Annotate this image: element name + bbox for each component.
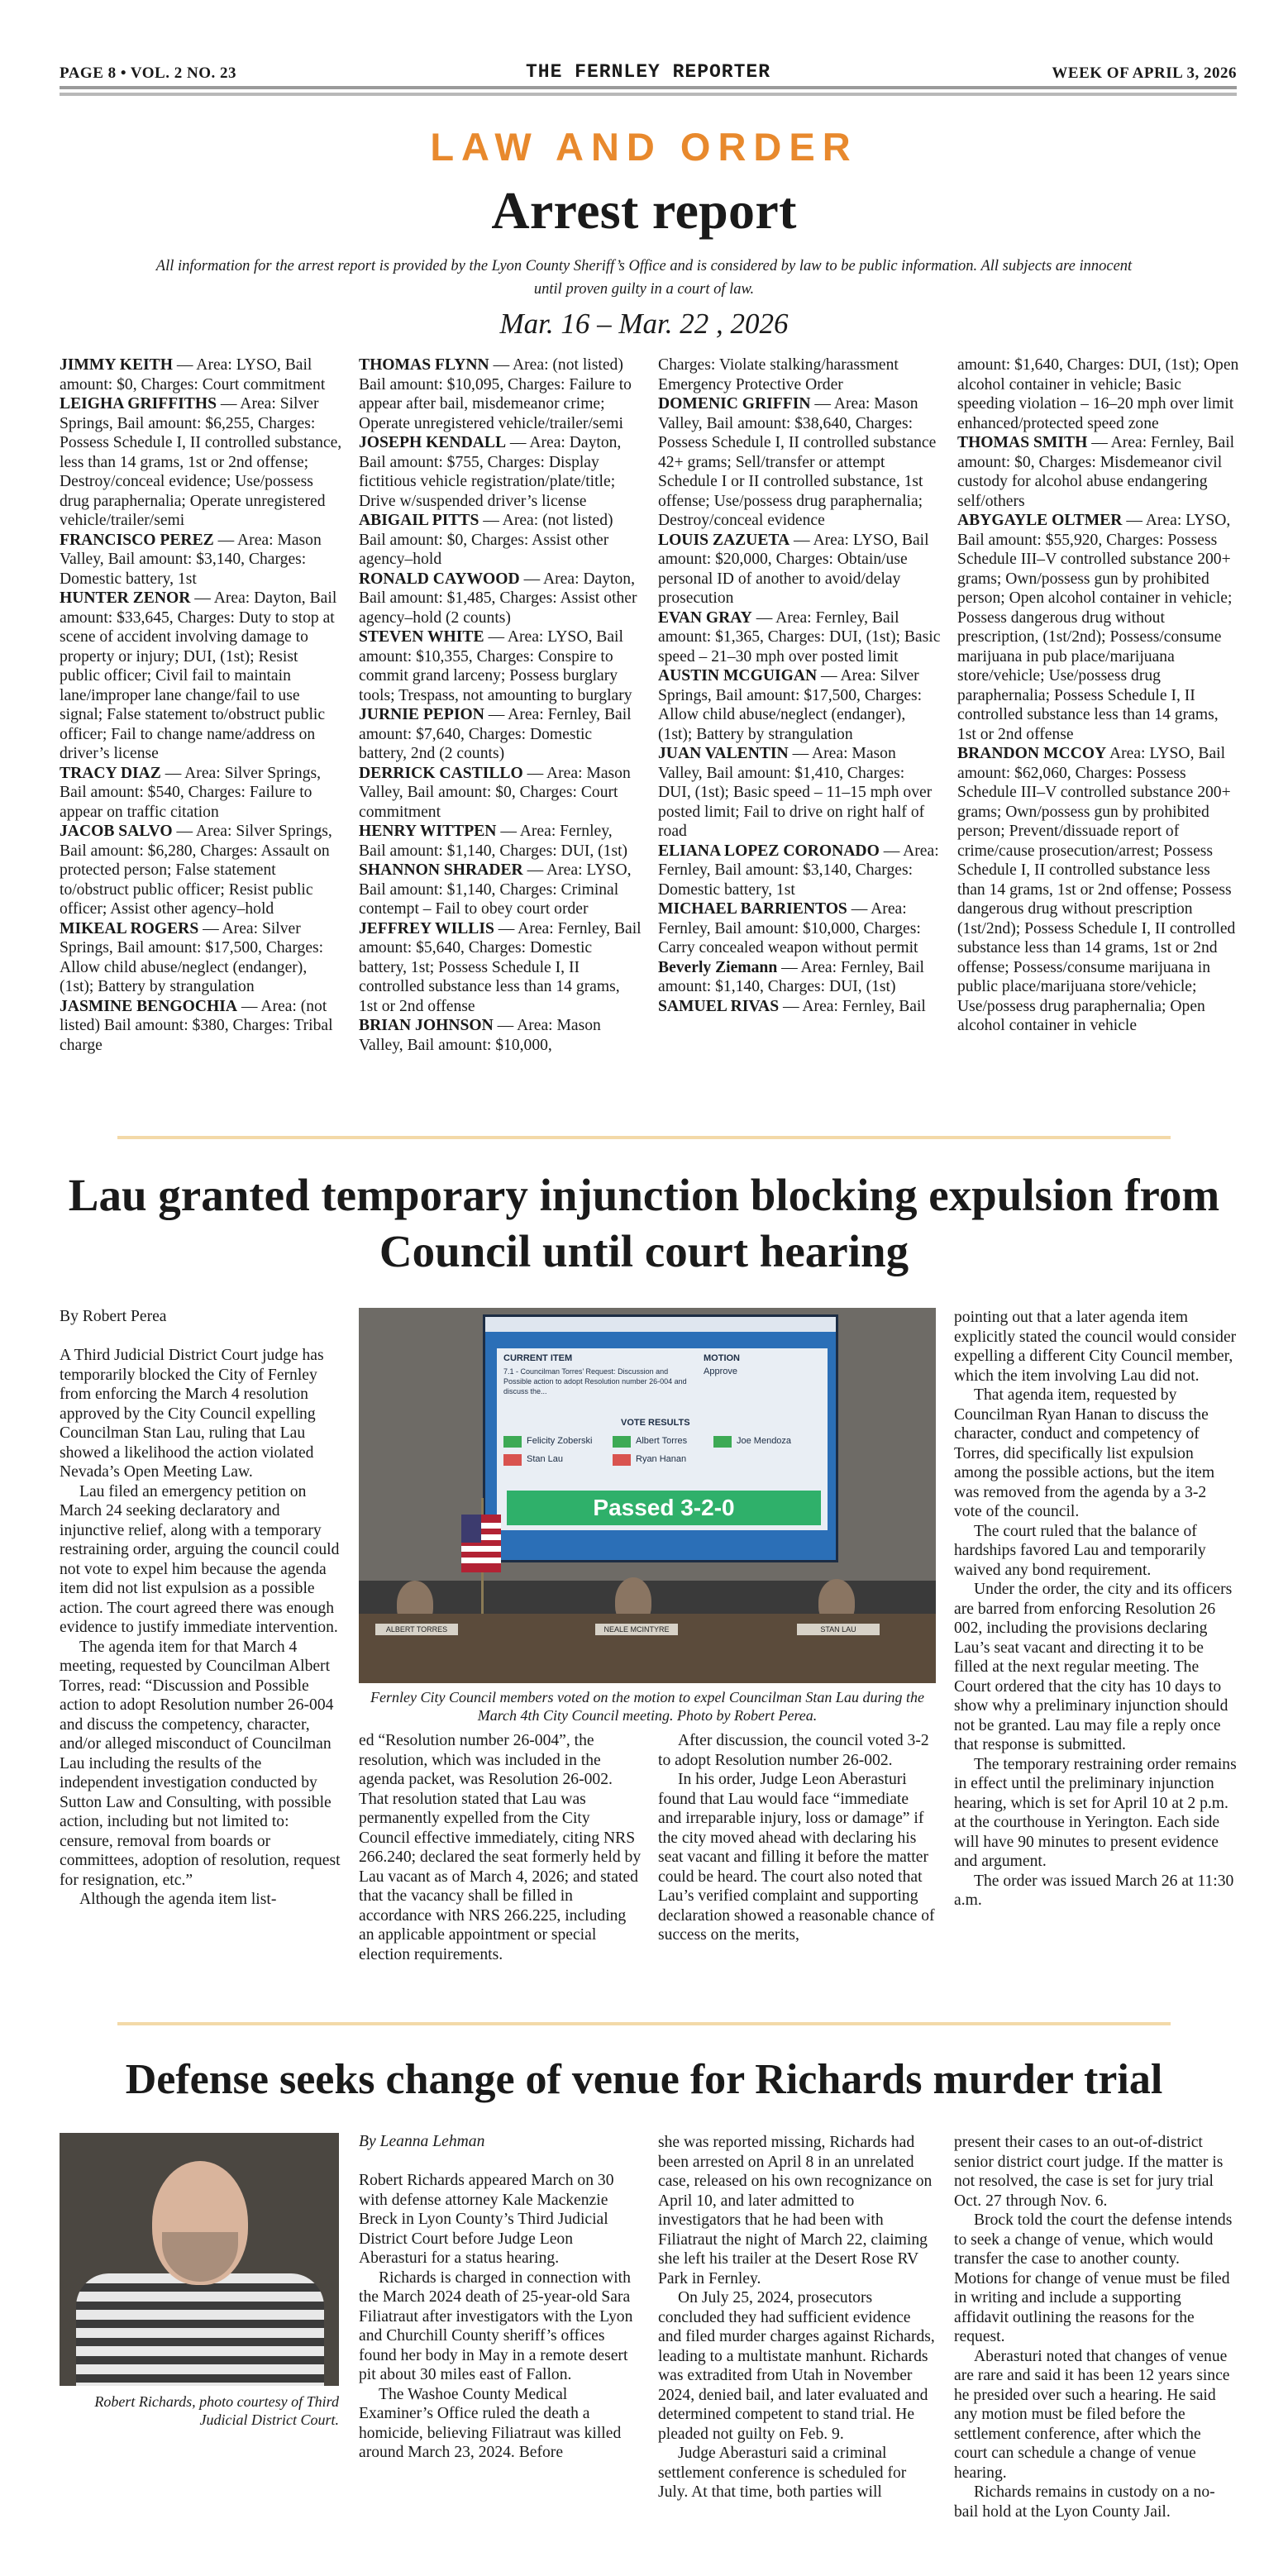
article-paragraph: Robert Richards appeared March on 30 with defense attorney Kale Mackenzie Breck in Lyon County’s Third Judicial District Court before Judge Leon Aberasturi for a status hearing. [359,2172,614,2267]
arrestee-name: EVAN GRAY [658,608,752,627]
arrest-details: — Area: LYSO, Bail amount: $1,140, Charges: Criminal contempt – Fail to obey court order [359,861,632,918]
nameplate: STAN LAU [797,1624,880,1635]
nameplate: ALBERT TORRES [375,1624,458,1635]
arrest-details: — Area: Fernley, Bail amount: $1,140, Charges: DUI, (1st) [658,958,924,995]
arrest-entry [359,570,642,628]
arrest-details: — Area: (not listed) Bail amount: $380, Charges: Tribal charge [60,997,333,1054]
arrestee-name: JUAN VALENTIN [658,745,789,762]
screen-current-item: CURRENT ITEM [503,1353,573,1363]
arrest-details: — Area: Mason Valley, Bail amount: $10,000, [359,1017,601,1054]
arrestee-name: ELIANA LOPEZ CORONADO [658,842,880,860]
article-paragraph: Lau filed an emergency petition on March 24 seeking declaratory and injunctive relief, along with a temporary restraining order, arguing the council could not vote to expel him because the agenda item did not list expulsion as a possible action. The court agreed there was enough evidence to justify immediate intervention. [60,1482,340,1636]
arrestee-name: THOMAS FLYNN [359,356,489,374]
article-paragraph: The temporary restraining order remains in effect until the preliminary injunction hearing, which is set for April 10 at 2 p.m. at the courthouse in Yerington. Each side will have 90 minutes to present evidence and argument. [954,1755,1237,1870]
article-paragraph: The order was issued March 26 at 11:30 a.m. [954,1872,1234,1909]
arrest-details: — Area: Fernley, Bail [779,997,926,1015]
arrestee-name: JOSEPH KENDALL [359,434,507,451]
arrest-details: — Area: Silver Springs, Bail amount: $17,500, Charges: Allow child abuse/neglect (endanger), (1st); Battery by strangulation [60,919,324,995]
arrest-details: — Area: Dayton, Bail amount: $33,645, Charges: Duty to stop at scene of accident involving damage to property or injury; DUI, (1st); Resist public officer; Civil fail to maintain lane/improper lane change/fail to use signal; False statement to/obstruct public officer; Fail to change name/address on driver’s license [60,589,337,762]
arrestee-name: DOMENIC GRIFFIN [658,395,811,413]
arrestee-name: FRANCISCO PEREZ [60,531,214,549]
article-paragraph: On July 25, 2024, prosecutors concluded they had sufficient evidence and filed murder charges against Richards, leading to a multistate manhunt. Richards was extradited from Utah in November 2024, denied bail, and later evaluated and determined competent to stand trial. He pleaded not guilty on Feb. 9. [658,2289,935,2443]
article-paragraph: Under the order, the city and its officers are barred from enforcing Resolution 26 002, including the provisions declaring Lau’s seat vacant and directing it to be filled at the next regular meeting. The Court ordered that the city has 10 days to show why a preliminary injunction should not be granted. Lau may file a reply once that response is submitted. [954,1581,1233,1753]
arrest-date-range: Mar. 16 – Mar. 22 , 2026 [499,308,789,340]
arrestee-name: JEFFREY WILLIS [359,919,494,937]
arrestee-name: LEIGHA GRIFFITHS [60,395,217,413]
arrest-entry [60,997,342,1056]
arrest-entry [658,744,941,842]
arrest-entry [658,355,941,394]
arrest-details: — Area: LYSO, Bail amount: $10,355, Charges: Conspire to commit grand larceny; Possess burglary tools; Trespass, not amounting to burglary [359,628,632,704]
arrest-details: — Area: Fernley, Bail amount: $3,140, Charges: Domestic battery, 1st [658,842,939,899]
article-paragraph: Richards is charged in connection with the March 2024 death of 25-year-old Sara Filiatraut after investigators with the Lyon and Churchill County sheriff’s offices found her body in May in a remote desert pit about 30 miles east of Fallon. [359,2268,633,2383]
arrest-details: — Area: Fernley, Bail amount: $5,640, Charges: Domestic battery, 1st; Possess Schedule I, II controlled substance less than 14 grams, 1st or 2nd offense [359,919,642,1015]
arrest-details: — Area: Dayton, Bail amount: $1,485, Charges: Assist other agency–hold (2 counts) [359,570,637,627]
arrest-entry [60,394,342,531]
arrestee-name: ABYGAYLE OLTMER [957,512,1123,529]
screen-item-text: 7.1 - Councilman Torres’ Request: Discussion and Possible action to adopt Resolution number 26-004 and discuss the... [503,1367,687,1395]
voter-2: Albert Torres [636,1436,688,1446]
arrest-details: Area: LYSO, Bail amount: $62,060, Charges: Possess Schedule III–V controlled substance 200+ grams; Own/possess gun by prohibited person; Prevent/dissuade report of crime/cause prosecution/arrest; Possess Schedule I, II controlled substance less than 14 grams, 1st or 2nd offense; Possess dangerous drug without prescription (1st/2nd); Possess Schedule I, II controlled substance less than 14 grams, 1st or 2nd offense; Possess/consume marijuana in public place/marijuana store/vehicle; Use/possess drug paraphernalia; Open alcohol container in vehicle [957,745,1236,1034]
masthead [60,61,1237,86]
arrest-entry [359,919,642,1017]
screen-vote-results: VOTE RESULTS [621,1418,690,1428]
richards-photo [60,2133,339,2386]
arrestee-name: STEVEN WHITE [359,628,484,646]
arrest-details: — Area: Fernley, Bail amount: $1,140, Charges: DUI, (1st) [359,823,628,860]
arrest-details: — Area: Silver Springs, Bail amount: $540, Charges: Failure to appear on traffic citation [60,764,322,821]
arrest-details: — Area: LYSO, Bail amount: $0, Charges: Court commitment [60,356,326,394]
arrest-entry [658,666,941,744]
arrest-entry [60,919,342,997]
arrest-entry [957,744,1240,1036]
section-title: Arrest report [491,181,797,240]
section-divider [117,2022,1171,2025]
newspaper-title: THE FERNLEY REPORTER [525,61,771,83]
article1-column-1 [60,1346,342,1991]
arrestee-name: JASMINE BENGOCHIA [60,997,238,1015]
arrest-entry [359,822,642,861]
arrest-entry [359,705,642,764]
article-paragraph: ed “Resolution number 26-004”, the resolution, which was included in the agenda packet, was Resolution 26-002. That resolution stated that Lau was permanently expelled from the City Council effective immediately, citing NRS 266.240; declared the seat formerly held by Lau vacant as of March 4, 2026; and stated that the vacancy shall be filled in accordance with NRS 266.225, including an applicable appointment or special election requirements. [359,1732,642,1963]
arrest-entry [957,433,1240,511]
arrestee-name: SAMUEL RIVAS [658,997,780,1015]
voter-3: Joe Mendoza [737,1436,792,1446]
arrestee-name: HENRY WITTPEN [359,823,497,840]
article1-column-4 [954,1308,1237,1994]
arrest-details: — Area: (not listed) Bail amount: $0, Charges: Assist other agency–hold [359,512,613,568]
council-dais [359,1614,936,1683]
arrestee-name: THOMAS SMITH [957,434,1088,451]
article-paragraph: The Washoe County Medical Examiner’s Office ruled the death a homicide, believing Filiatraut was killed around March 23, 2024. Before [359,2385,622,2461]
arrest-details: — Area: Mason Valley, Bail amount: $3,140, Charges: Domestic battery, 1st [60,531,322,588]
article-paragraph: pointing out that a later agenda item explicitly stated the council would consider expelling a different City Council member, which the item involving Lau did not. [954,1309,1237,1385]
nameplate: NEALE MCINTYRE [595,1624,678,1635]
arrest-details: — Area: Fernley, Bail amount: $7,640, Charges: Domestic battery, 2nd (2 counts) [359,706,632,762]
arrest-details: — Area: Silver Springs, Bail amount: $6,280, Charges: Assault on protected person; False statement to/obstruct public officer; Resist public officer; Assist other agency–hold [60,823,332,918]
article-paragraph: Aberasturi noted that changes of venue are rare and said it has been 12 years since he presided over such a hearing. He said any motion must be filed before the settlement conference, after which the court can schedule a change of venue hearing. [954,2347,1230,2482]
article-paragraph: The court ruled that the balance of hardships favored Lau and temporarily waived any bond requirement. [954,1522,1206,1579]
arrest-entry [359,764,642,823]
arrest-entry [658,899,941,958]
photo-caption: Robert Richards, photo courtesy of Third Judicial District Court. [94,2393,339,2428]
article-paragraph: A Third Judicial District Court judge has temporarily blocked the City of Fernley from enforcing the March 4 resolution approved by the City Council expelling Councilman Stan Lau, ruling that Lau showed a likelihood the action violated Nevada’s Open Meeting Law. [60,1347,324,1481]
vote-yes-marker [713,1436,732,1448]
arrest-details: — Area: Fernley, Bail amount: $1,365, Charges: DUI, (1st); Basic speed – 21–30 mph over posted limit [658,608,941,665]
arrestee-name: JURNIE PEPION [359,706,484,723]
arrestee-name: AUSTIN MCGUIGAN [658,667,818,685]
council-meeting-photo [359,1308,936,1683]
arrest-entry [957,355,1240,433]
arrestee-name: BRIAN JOHNSON [359,1017,494,1034]
section-divider [117,1136,1171,1139]
article1-column-3 [658,1731,936,1992]
arrest-details: — Area: Silver Springs, Bail amount: $6,255, Charges: Possess Schedule I, II controlled substance, less than 14 grams, 1st or 2nd offense; Destroy/conceal evidence; Use/possess drug paraphernalia; Operate unregistered vehicle/trailer/semi [60,395,342,529]
article-paragraph: In his order, Judge Leon Aberasturi found that Lau would face “immediate and irreparable injury, loss or damage” if the city moved ahead with declaring his seat vacant and filling it before the matter could be heard. The court also noted that Lau’s verified complaint and supporting declaration showed a reasonable chance of success on the merits, [658,1771,935,1944]
arrestee-name: RONALD CAYWOOD [359,570,520,588]
arrest-entry [359,1016,642,1055]
arrest-entry [60,531,342,589]
arrest-entry [359,511,642,570]
arrest-details: — Area: (not listed) Bail amount: $10,095, Charges: Failure to appear after bail, misdemeanor crime; Operate unregistered vehicle/trailer/semi [359,356,632,432]
arrest-details: — Area: Mason Valley, Bail amount: $0, Charges: Court commitment [359,764,631,821]
arrestee-name: MICHAEL BARRIENTOS [658,900,847,918]
article-paragraph: The agenda item for that March 4 meeting, requested by Councilman Albert Torres, read: “Discussion and Possible action to adopt Resolution number 26-004 and discuss the competency, character, and/or alleged misconduct of Councilman Lau including the results of the independent investigation conducted by Sutton Law and Consulting, with possible action, including but not limited to: censure, removal from boards or committees, adoption of resolution, request for resignation, etc.” [60,1638,341,1889]
vote-no-marker [613,1454,631,1466]
arrest-details: — Area: Mason Valley, Bail amount: $38,640, Charges: Possess Schedule I, II controlled substance 42+ grams; Sell/transfer or attempt Schedule I or II controlled substance, 1st offense; Use/possess drug paraphernalia; Destroy/conceal evidence [658,395,937,529]
arrestee-name: MIKEAL ROGERS [60,919,199,937]
arrestee-name: ABIGAIL PITTS [359,512,479,529]
arrest-details: — Area: Dayton, Bail amount: $755, Charges: Display fictitious vehicle registration/plate/title; Drive w/suspended driver’s license [359,434,622,510]
arrest-entry [359,433,642,511]
article-paragraph: she was reported missing, Richards had been arrested on April 8 in an unrelated case, released on his own recognizance on April 10, and later admitted to investigators that he had been with Filiatraut the night of March 22, claiming she left his trailer at the Desert Rose RV Park in Fernley. [658,2134,933,2287]
vote-yes-marker [613,1436,631,1448]
arrest-entry [60,355,342,394]
arrest-column-2 [359,355,642,1108]
article-paragraph: Judge Aberasturi said a criminal settlement conference is scheduled for July. At that time, both parties will [658,2445,907,2501]
voter-1: Felicity Zoberski [527,1436,593,1446]
vote-screen [483,1314,838,1562]
arrest-details: — Area: Fernley, Bail amount: $0, Charges: Misdemeanor civil custody for alcohol abuse endangering self/others [957,434,1235,510]
arrest-column-1 [60,355,342,1108]
vote-no-marker [503,1454,522,1466]
article-paragraph: Brock told the court the defense intends to seek a change of venue, which would transfer the case to another county. Motions for change of venue must be filed in writing and include a supporting affidavit outlining the reasons for the request. [954,2211,1233,2345]
arrest-entry [359,355,642,433]
article2-column-1 [359,2171,642,2543]
arrestee-name: TRACY DIAZ [60,764,161,782]
arrest-details: — Area: Silver Springs, Bail amount: $17,500, Charges: Allow child abuse/neglect (endanger), (1st); Battery by strangulation [658,667,923,743]
section-kicker: LAW AND ORDER [430,125,858,169]
arrest-column-3 [658,355,941,1108]
arrestee-name: HUNTER ZENOR [60,589,191,607]
voter-5: Ryan Hanan [636,1454,687,1464]
american-flag-icon [458,1498,508,1622]
article2-column-2 [658,2133,936,2546]
arrest-details: — Area: Mason Valley, Bail amount: $1,410, Charges: DUI, (1st); Basic speed – 11–15 mph over posted limit; Fail to drive on right half of road [658,745,933,840]
screen-approve: Approve [704,1367,737,1376]
arrest-details: — Area: Fernley, Bail amount: $10,000, Charges: Carry concealed weapon without permit [658,900,921,956]
article-paragraph: That agenda item, requested by Councilman Ryan Hanan to discuss the character, conduct and competency of Torres, did specifically list expulsion among the possible actions, but the item was removed from the agenda by a 3-2 vote of the council. [954,1386,1215,1520]
arrestee-name: BRANDON MCCOY [957,745,1107,762]
article-paragraph: Richards remains in custody on a no-bail hold at the Lyon County Jail. [954,2483,1215,2521]
arrest-entry [658,608,941,667]
arrest-details: — Area: LYSO, Bail amount: $20,000, Charges: Obtain/use personal ID of another to avoid/delay prosecution [658,531,929,607]
arrest-entry [658,531,941,608]
photo-caption: Fernley City Council members voted on the motion to expel Councilman Stan Lau during the March 4th City Council meeting. Photo by Robert Perea. [370,1689,924,1724]
article-byline: By Robert Perea [60,1308,167,1325]
arrest-entry [60,822,342,919]
arrestee-name: JACOB SALVO [60,823,173,840]
article1-column-2 [359,1731,642,1992]
arrest-entry [359,861,642,919]
arrest-details: Charges: Violate stalking/harassment Emergency Protective Order [658,356,899,394]
arrest-entry [658,958,941,997]
article2-column-3 [954,2133,1237,2546]
article-paragraph: After discussion, the council voted 3-2 to adopt Resolution number 26-002. [658,1732,929,1769]
voter-4: Stan Lau [527,1454,564,1464]
article-byline: By Leanna Lehman [359,2133,485,2150]
arrest-entry [359,627,642,705]
arrest-entry [658,394,941,531]
arrest-entry [658,997,941,1017]
arrestee-name: LOUIS ZAZUETA [658,531,790,549]
masthead-rule [60,86,1237,89]
masthead-rule-2 [60,93,1237,96]
arrest-entry [60,589,342,764]
arrest-entry [957,511,1240,744]
arrest-details: — Area: LYSO, Bail amount: $55,920, Charges: Possess Schedule III–V controlled substance 200+ grams; Own/possess gun by prohibited person; Open alcohol container in vehicle; Possess dangerous drug without prescription, (1st/2nd); Possess/consume marijuana in pub place/marijuana store/vehicle; Use/possess drug paraphernalia; Possess Schedule I, II controlled substance less than 14 grams, 1st or 2nd offense [957,512,1233,743]
article-paragraph: Although the agenda item list- [79,1891,277,1908]
vote-passed-banner: Passed 3-2-0 [507,1491,821,1525]
vote-yes-marker [503,1436,522,1448]
article-paragraph: present their cases to an out-of-district senior district court judge. If the matter is not resolved, the case is set for jury trial Oct. 27 through Nov. 6. [954,2134,1224,2210]
arrest-details: amount: $1,640, Charges: DUI, (1st); Open alcohol container in vehicle; Basic speeding violation – 16–20 mph over limit enhanced/protected speed zone [957,356,1239,432]
arrestee-name: DERRICK CASTILLO [359,764,523,782]
arrest-column-4 [957,355,1240,1108]
screen-motion: MOTION [704,1353,740,1363]
arrestee-name: Beverly Ziemann [658,958,778,976]
page-volume-label: PAGE 8 • VOL. 2 NO. 23 [60,64,236,82]
article-headline-lau: Lau granted temporary injunction blocking expulsion from Council until court hearing [68,1170,1220,1276]
arrestee-name: JIMMY KEITH [60,356,173,374]
arrest-list [60,355,1237,1108]
issue-date: WEEK OF APRIL 3, 2026 [1052,64,1237,82]
article-headline-richards: Defense seeks change of venue for Richards murder trial [125,2056,1163,2103]
arrest-entry [60,764,342,823]
arrest-entry [658,842,941,900]
arrestee-name: SHANNON SHRADER [359,861,523,879]
arrest-disclaimer: All information for the arrest report is provided by the Lyon County Sheriff’s Office and is considered by law to be public information. All subjects are innocent until proven guilty in a court of law. [155,258,1133,298]
